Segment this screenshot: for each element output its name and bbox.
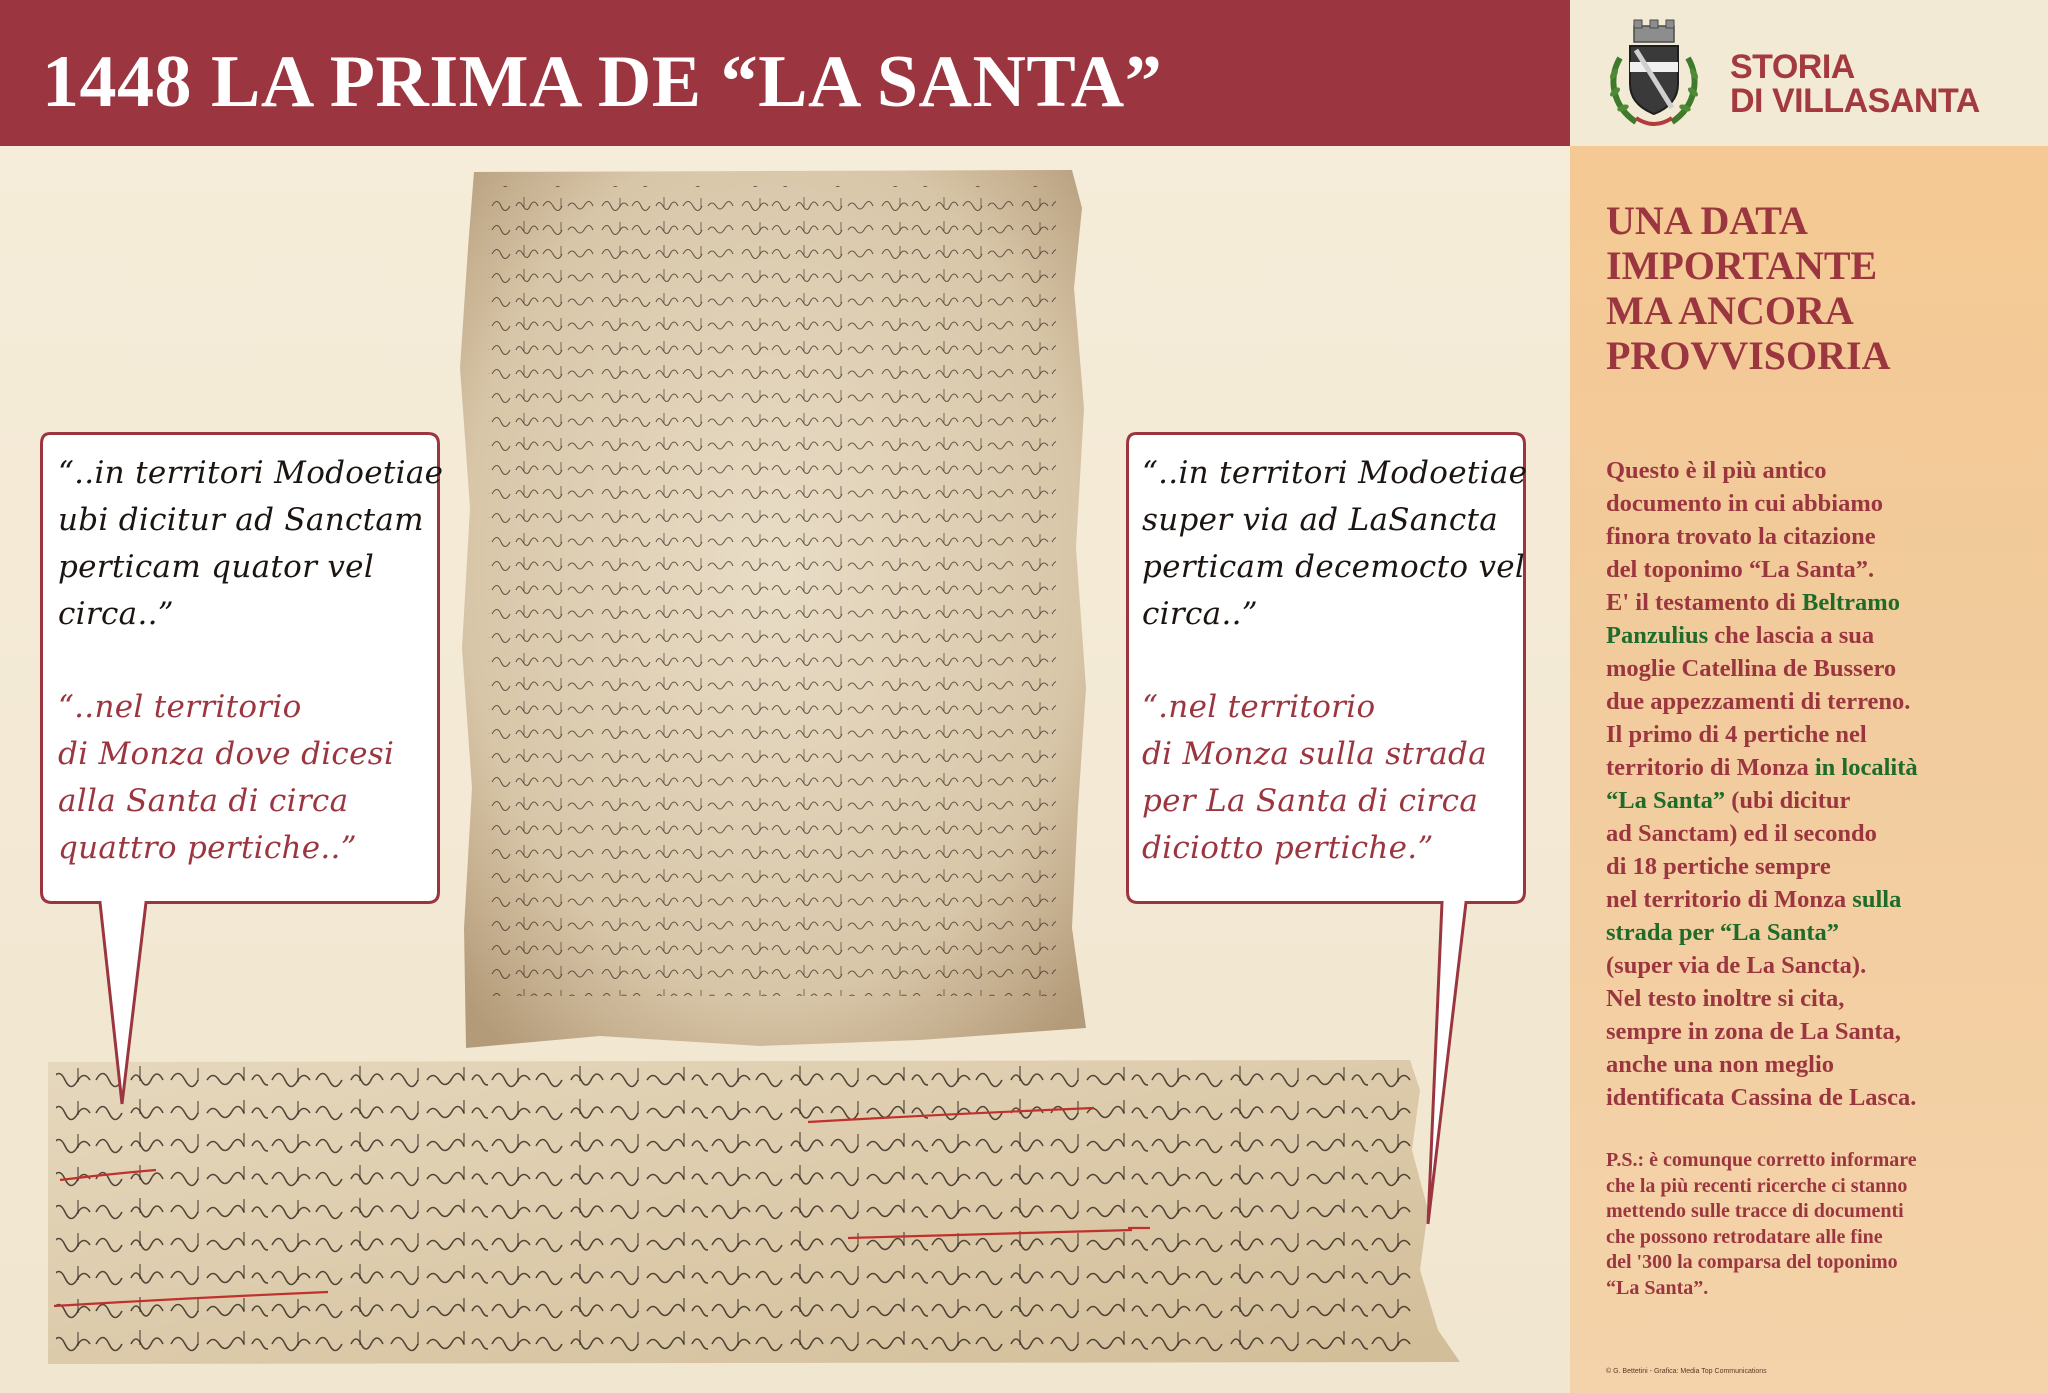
postscript-line: “La Santa”. bbox=[1606, 1276, 1709, 1299]
body-text-segment: ad Sanctam) ed il secondo bbox=[1606, 820, 1877, 847]
body-line bbox=[1606, 916, 2026, 949]
postscript-line: del '300 la comparsa del toponimo bbox=[1606, 1251, 1898, 1273]
body-line bbox=[1606, 850, 2026, 883]
body-line bbox=[1606, 751, 2026, 784]
right-italian-quote bbox=[1142, 684, 1487, 872]
highlighted-text: “La Santa” bbox=[1606, 787, 1726, 814]
body-line bbox=[1606, 784, 2026, 817]
manuscript-page-image bbox=[460, 168, 1086, 1050]
body-line bbox=[1606, 553, 2026, 586]
quote-line: di Monza dove dicesi bbox=[58, 736, 395, 772]
body-text-segment: Nel testo inoltre si cita, bbox=[1606, 985, 1845, 1012]
quote-line: circa..” bbox=[58, 596, 174, 632]
body-text-segment: anche una non meglio bbox=[1606, 1051, 1835, 1078]
body-line bbox=[1606, 817, 2026, 850]
quote-line: alla Santa di circa bbox=[58, 783, 349, 819]
body-text-segment: di 18 pertiche sempre bbox=[1606, 853, 1831, 880]
body-text-segment: moglie Catellina de Bussero bbox=[1606, 655, 1897, 682]
body-text-segment: due appezzamenti di terreno. bbox=[1606, 688, 1911, 715]
body-text-segment: Il primo di 4 pertiche nel bbox=[1606, 721, 1867, 748]
body-line bbox=[1606, 454, 2026, 487]
left-italian-quote bbox=[58, 684, 394, 872]
quote-line: quattro pertiche..” bbox=[58, 830, 357, 866]
quote-line: circa..” bbox=[1142, 596, 1258, 632]
body-text-segment: identificata Cassina de Lasca. bbox=[1606, 1084, 1917, 1111]
body-line bbox=[1606, 487, 2026, 520]
body-line bbox=[1606, 1081, 2026, 1114]
body-line bbox=[1606, 520, 2026, 553]
brand-line-1: STORIA bbox=[1730, 48, 1855, 86]
heading-line: MA ANCORA bbox=[1606, 288, 1854, 333]
quote-line: “..in territori Modoetiae bbox=[1142, 455, 1528, 491]
brand-wordmark bbox=[1730, 50, 1980, 118]
body-text-segment: finora trovato la citazione bbox=[1606, 523, 1876, 550]
body-text-segment: che lascia a sua bbox=[1708, 622, 1875, 649]
body-line bbox=[1606, 982, 2026, 1015]
body-text-segment: documento in cui abbiamo bbox=[1606, 490, 1884, 517]
body-line bbox=[1606, 883, 2026, 916]
highlighted-text: Panzulius bbox=[1606, 622, 1709, 649]
highlighted-text: strada per “La Santa” bbox=[1606, 919, 1840, 946]
quote-line: di Monza sulla strada bbox=[1142, 736, 1487, 772]
right-latin-quote bbox=[1142, 450, 1527, 638]
callout-right bbox=[1126, 432, 1526, 1232]
body-line bbox=[1606, 685, 2026, 718]
brand-line-2: DI VILLASANTA bbox=[1730, 82, 1980, 120]
quote-line: per La Santa di circa bbox=[1142, 783, 1479, 819]
heading-line: PROVVISORIA bbox=[1606, 333, 1891, 378]
postscript-line: P.S.: è comunque corretto informare bbox=[1606, 1149, 1917, 1171]
postscript-line: che la più recenti ricerche ci stanno bbox=[1606, 1174, 1908, 1197]
quote-line: diciotto pertiche.” bbox=[1142, 830, 1434, 866]
sidebar-body-text bbox=[1606, 454, 2026, 1114]
sidebar-heading bbox=[1606, 198, 1890, 378]
callout-left bbox=[40, 432, 444, 1112]
body-line bbox=[1606, 718, 2026, 751]
body-text-segment: territorio di Monza bbox=[1606, 754, 1815, 781]
highlighted-text: Beltramo bbox=[1802, 589, 1900, 616]
quote-line: “.nel territorio bbox=[1142, 689, 1376, 725]
body-text-segment: E' il testamento di bbox=[1606, 589, 1802, 616]
info-sidebar bbox=[1570, 146, 2048, 1393]
brand-area bbox=[1570, 0, 2048, 146]
body-text-segment: (super via de La Sancta). bbox=[1606, 952, 1867, 979]
body-line bbox=[1606, 586, 2026, 619]
body-line bbox=[1606, 652, 2026, 685]
body-text-segment: (ubi dicitur bbox=[1725, 787, 1851, 814]
highlighted-text: in località bbox=[1814, 754, 1918, 781]
quote-line: “..in territori Modoetiae bbox=[58, 455, 444, 491]
body-line bbox=[1606, 1048, 2026, 1081]
body-text-segment: del toponimo “La Santa”. bbox=[1606, 556, 1875, 583]
quote-line: “..nel territorio bbox=[58, 689, 302, 725]
page-title: 1448 LA PRIMA DE “LA SANTA” bbox=[42, 41, 1163, 123]
quote-line: perticam quator vel bbox=[58, 549, 375, 585]
municipal-crest-icon bbox=[1606, 18, 1702, 130]
left-latin-quote bbox=[58, 450, 443, 638]
quote-line: super via ad LaSancta bbox=[1142, 502, 1499, 538]
body-text-segment: nel territorio di Monza bbox=[1606, 886, 1853, 913]
postscript-line: che possono retrodatare alle fine bbox=[1606, 1225, 1883, 1248]
heading-line: IMPORTANTE bbox=[1606, 243, 1878, 288]
credit-text: © G. Bettetini - Grafica: Media Top Communications bbox=[1606, 1368, 1767, 1375]
heading-line: UNA DATA bbox=[1606, 198, 1808, 243]
postscript-line: mettendo sulle tracce di documenti bbox=[1606, 1200, 1904, 1222]
body-line bbox=[1606, 619, 2026, 652]
body-text-segment: sempre in zona de La Santa, bbox=[1606, 1018, 1901, 1045]
sidebar-postscript bbox=[1606, 1148, 2036, 1301]
highlighted-text: sulla bbox=[1852, 886, 1902, 913]
quote-line: perticam decemocto vel bbox=[1142, 549, 1526, 585]
quote-line: ubi dicitur ad Sanctam bbox=[58, 502, 424, 538]
body-text-segment: Questo è il più antico bbox=[1606, 457, 1827, 484]
body-line bbox=[1606, 949, 2026, 982]
body-line bbox=[1606, 1015, 2026, 1048]
header-bar bbox=[0, 0, 1570, 146]
